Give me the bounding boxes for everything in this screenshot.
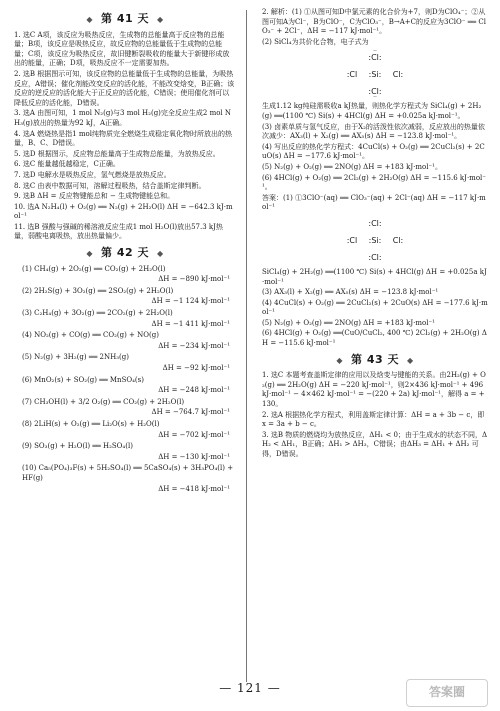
enthalpy-value: ΔH = −234 kJ·mol⁻¹ (158, 341, 230, 350)
svg-text::Cl:: :Cl: (368, 218, 382, 228)
answer-item: 11. 选B 强酸与强碱的稀溶液反应生成1 mol H₂O(l)放出57.3 kJ热量，弱酸电离吸热，放出热量偏少。 (14, 222, 223, 241)
equation: (8) 2LiH(s) + O₂(g) ══ Li₂O(s) + H₂O(l) (22, 419, 160, 428)
answer-item: 4. 选A 燃烧热是指1 mol纯物质完全燃烧生成稳定氧化物时所放出的热量，B、C、D错误。 (14, 129, 232, 148)
svg-text::Cl:: :Cl: (368, 53, 382, 63)
equation: (5) N₂(g) + 3H₂(g) ══ 2NH₃(g) (22, 353, 129, 362)
svg-text::Cl: :Cl (346, 70, 358, 80)
day-42-heading: ◆ 第 42 天 ◆ (86, 246, 164, 260)
svg-text::Cl:: :Cl: (368, 252, 382, 262)
svg-text:Cl:: Cl: (392, 235, 404, 245)
svg-text::Si:: :Si: (368, 70, 382, 80)
enthalpy-value: ΔH = −764.7 kJ·mol⁻¹ (151, 408, 230, 417)
enthalpy-value: ΔH = −702 kJ·mol⁻¹ (158, 430, 230, 439)
answer-item: (4) 4CuCl(s) + O₂(g) ══ 2CuCl₂(s) + 2CuO(s) ΔH = −177.6 kJ·mol⁻¹ (262, 298, 488, 317)
answer-item: 10. 选A N₂H₄(l) + O₂(g) ══ N₂(g) + 2H₂O(l) ΔH = −642.3 kJ·mol⁻¹ (14, 202, 233, 221)
column-divider (246, 10, 247, 682)
answer-item: 6. 选C 能量越低越稳定，C正确。 (14, 160, 120, 169)
svg-text::Cl:: :Cl: (368, 87, 382, 97)
heading-ornament-icon: ◆ (156, 15, 164, 24)
equation: (6) MnO₂(s) + SO₂(g) ══ MnSO₄(s) (22, 375, 144, 384)
enthalpy-value: ΔH = −248 kJ·mol⁻¹ (158, 386, 230, 395)
heading-ornament-icon: ◆ (86, 15, 94, 24)
answer-item: 1. 选C 本题考查盖斯定律的应用以及焓变与键能的关系。由2H₂(g) + O₂(g) ══ 2H₂O(g) ΔH = −220 kJ·mol⁻¹，则2×436 kJ·mol⁻¹ + 496 kJ·mol⁻¹ − 4×462 kJ·mol⁻¹ = −(220 + 2a) kJ·mol⁻¹，解得 a = +130。 (262, 371, 486, 409)
enthalpy-value: ΔH = −1 124 kJ·mol⁻¹ (151, 297, 230, 306)
answer-item: (5) N₂(g) + O₂(g) ══ 2NO(g) ΔH = +183 kJ·mol⁻¹。 (262, 162, 442, 171)
heading-ornament-icon: ◆ (86, 249, 94, 259)
answer-item: (6) 4HCl(g) + O₂(g) ══ 2Cl₂(g) + 2H₂O(g) ΔH = −115.6 kJ·mol⁻¹。 (262, 173, 486, 192)
answer-item: (2) SiCl₄为共价化合物，电子式为 (262, 37, 369, 46)
equation: (2) 2H₂S(g) + 3O₂(g) ══ 2SO₂(g) + 2H₂O(l) (22, 286, 174, 295)
heading-ornament-icon: ◆ (406, 355, 414, 365)
answer-item: (4) 写出反应的热化学方程式：4CuCl(s) + O₂(g) ══ 2CuCl₂(s) + 2CuO(s) ΔH = −177.6 kJ·mol⁻¹。 (262, 142, 485, 161)
answer-item: (5) N₂(g) + O₂(g) ══ 2NO(g) ΔH = +183 kJ·mol⁻¹ (262, 318, 435, 327)
enthalpy-value: ΔH = −418 kJ·mol⁻¹ (158, 484, 230, 493)
heading-ornament-icon: ◆ (156, 249, 164, 259)
equation: (3) C₂H₄(g) + 3O₂(g) ══ 2CO₂(g) + 2H₂O(l) (22, 309, 173, 318)
lewis-diagram-icon (340, 49, 410, 99)
answer-item: 2. 选B 根据图示可知，该反应物的总能量低于生成物的总能量，为吸热反应，A错误；催化剂能改变反应的活化能，不能改变焓变，B正确；该反应的逆反应的活化能大于正反应的活化能，C错误；使用催化剂可以降低反应的活化能，D错误。 (14, 69, 235, 107)
answer-item: 3. 选A 由图可知，1 mol N₂(g)与3 mol H₂(g)完全反应生成2 mol NH₃(g)放出的热量为92 kJ，A正确。 (14, 109, 232, 127)
answer-item: 5. 选D 根据图示，反应物总能量高于生成物总能量，为放热反应。 (14, 149, 220, 158)
svg-text:··: ·· (373, 49, 377, 56)
equation: (7) CH₃OH(l) + 3/2 O₂(g) ══ CO₂(g) + 2H₂O(l) (22, 397, 185, 406)
answer-item: (3) 卤素单质与氢气反应，由于X₂的活泼性依次减弱，反应放出的热量依次减少：AX₃(l) + X₂(g) ══ AX₅(s) ΔH = −123.8 kJ·mol⁻¹。 (262, 122, 485, 141)
answer-item: 3. 选B 物质的燃烧均为放热反应，ΔH₁ < 0；由于生成水的状态不同，ΔH₂ < ΔH₁，B正确；ΔH₁ > ΔH₃，C错误；由ΔH₃ = ΔH₁ + ΔH₂ 可得，D错误。 (262, 430, 488, 458)
answer-item: (3) AX₃(l) + X₂(g) ══ AX₅(s) ΔH = −123.8 kJ·mol⁻¹ (262, 288, 439, 297)
answer-item: 7. 选D 电解水是吸热反应，氢气燃烧是放热反应。 (14, 170, 171, 179)
watermark-logo: 答案圈 (406, 679, 488, 707)
heading-ornament-icon: ◆ (336, 355, 344, 365)
answer-item: 8. 选C 由表中数据可知，溶解过程吸热，结合盖斯定律判断。 (14, 181, 206, 190)
equation: (9) SO₃(g) + H₂O(l) ══ H₂SO₄(l) (22, 442, 133, 451)
left-column (14, 8, 236, 496)
sicl4-lewis-structure (262, 49, 488, 99)
svg-text:··: ·· (373, 94, 377, 100)
equation: (10) Ca₅(PO₄)₃F(s) + 5H₂SO₄(l) ══ 5CaSO₄(s) + 3H₃PO₄(l) + HF(g) (22, 464, 234, 482)
lewis-diagram-icon (340, 215, 410, 265)
enthalpy-value: ΔH = −890 kJ·mol⁻¹ (158, 275, 230, 284)
page-number: — 121 — (219, 681, 281, 695)
svg-text:Cl:: Cl: (392, 70, 404, 80)
enthalpy-value: ΔH = −130 kJ·mol⁻¹ (158, 452, 230, 461)
answer-item: 生成1.12 kg纯硅需吸收a kJ热量，则热化学方程式为 SiCl₄(g) + 2H₂(g) ══(1100 ℃) Si(s) + 4HCl(g) ΔH = +0.025a kJ·mol⁻¹。 (262, 102, 482, 120)
answer-item: 2. 选A 根据热化学方程式，利用盖斯定律计算：ΔH = a + 3b − c，即 x = 3a + b − c。 (262, 410, 485, 429)
answer-item: 1. 选C A项，该反应为吸热反应，生成物的总能量高于反应物的总能量；B项，该反应是吸热反应，故反应物的总能量低于生成物的总能量；C项，该反应为吸热反应，故旧键断裂吸收的能量大于新键形成放出的能量，正确；D项，吸热反应不一定需要加热。 (14, 30, 230, 68)
answer-item: 9. 选B ΔH = 反应物键能总和 − 生成物键能总和。 (14, 192, 175, 201)
answer-item: (6) 4HCl(g) + O₂(g) ══(CuO/CuCl₂, 400 ℃) 2Cl₂(g) + 2H₂O(g) ΔH = −115.6 kJ·mol⁻¹ (262, 329, 487, 348)
day-43-heading: ◆ 第 43 天 ◆ (336, 352, 414, 366)
svg-text::Cl: :Cl (346, 235, 358, 245)
equation: (1) CH₄(g) + 2O₂(g) ══ CO₂(g) + 2H₂O(l) (22, 264, 166, 273)
answer-item: SiCl₄(g) + 2H₂(g) ══(1100 ℃) Si(s) + 4HCl(g) ΔH = +0.025a kJ·mol⁻¹ (262, 267, 487, 286)
right-column (262, 8, 488, 461)
answer-item: 答案：(1) ①3ClO⁻(aq) ══ ClO₃⁻(aq) + 2Cl⁻(aq) ΔH = −117 kJ·mol⁻¹ (262, 193, 486, 212)
svg-text::Si:: :Si: (368, 235, 382, 245)
enthalpy-value: ΔH = −1 411 kJ·mol⁻¹ (151, 319, 230, 328)
sicl4-lewis-structure-answer (262, 215, 488, 265)
enthalpy-value: ΔH = −92 kJ·mol⁻¹ (162, 364, 230, 372)
equation: (4) NO₂(g) + CO(g) ══ CO₂(g) + NO(g) (22, 331, 159, 340)
answer-item: 2. 解析：(1) ①从图可知D中氯元素的化合价为+7，则D为ClO₄⁻；②从图可知A为Cl⁻，B为ClO⁻，C为ClO₃⁻，B→A+C的反应为3ClO⁻ ══ ClO₃⁻ + 2Cl⁻，ΔH = −117 kJ·mol⁻¹。 (262, 8, 486, 36)
day-41-heading: ◆ 第 41 天 ◆ (86, 12, 164, 25)
